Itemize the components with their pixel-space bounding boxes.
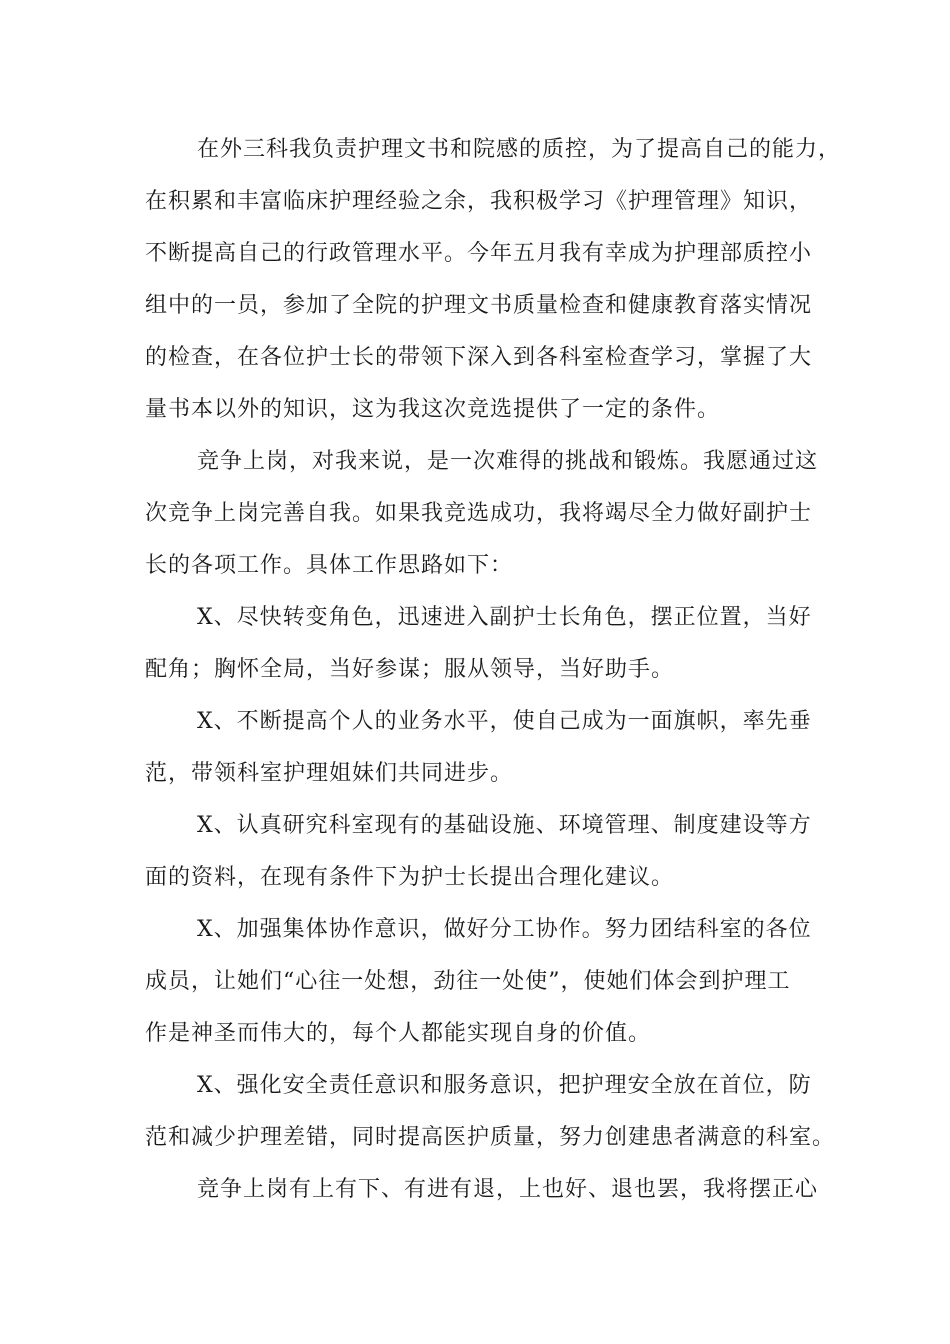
text-line: 的检查，在各位护士长的带领下深入到各科室检查学习，掌握了大 bbox=[145, 345, 813, 370]
paragraph bbox=[145, 908, 815, 1064]
text-line: 配角；胸怀全局，当好参谋；服从领导，当好助手。 bbox=[145, 657, 675, 682]
text-line: 竞争上岗，对我来说，是一次难得的挑战和锻炼。我愿通过这 bbox=[197, 449, 819, 474]
text-line: 组中的一员，参加了全院的护理文书质量检查和健康教育落实情况 bbox=[145, 293, 813, 318]
paragraph bbox=[145, 128, 842, 440]
text-line: X、认真研究科室现有的基础设施、环境管理、制度建设等方 bbox=[197, 813, 812, 838]
paragraph bbox=[145, 1064, 836, 1168]
text-line: 在外三科我负责护理文书和院感的质控，为了提高自己的能力， bbox=[197, 137, 842, 162]
text-line: 不断提高自己的行政管理水平。今年五月我有幸成为护理部质控小 bbox=[145, 241, 813, 266]
paragraph bbox=[145, 1168, 819, 1220]
text-line: 范和减少护理差错，同时提高医护质量，努力创建患者满意的科室。 bbox=[145, 1125, 836, 1150]
text-line: 在积累和丰富临床护理经验之余，我积极学习《护理管理》知识， bbox=[145, 189, 813, 214]
text-line: 成员，让她们“心往一处想，劲往一处使”，使她们体会到护理工 bbox=[145, 969, 791, 994]
text-line: 竞争上岗有上有下、有进有退，上也好、退也罢，我将摆正心 bbox=[197, 1177, 819, 1202]
document-body bbox=[145, 128, 842, 1220]
text-line: X、加强集体协作意识，做好分工协作。努力团结科室的各位 bbox=[197, 917, 812, 942]
text-line: 作是神圣而伟大的，每个人都能实现自身的价值。 bbox=[145, 1021, 652, 1046]
text-line: X、尽快转变角色，迅速进入副护士长角色，摆正位置，当好 bbox=[197, 605, 812, 630]
text-line: X、强化安全责任意识和服务意识，把护理安全放在首位，防 bbox=[197, 1073, 812, 1098]
text-line: X、不断提高个人的业务水平，使自己成为一面旗帜，率先垂 bbox=[197, 709, 812, 734]
text-line: 面的资料，在现有条件下为护士长提出合理化建议。 bbox=[145, 865, 675, 890]
text-line: 范，带领科室护理姐妹们共同进步。 bbox=[145, 761, 514, 786]
paragraph bbox=[145, 596, 815, 700]
text-line: 次竞争上岗完善自我。如果我竞选成功，我将竭尽全力做好副护士 bbox=[145, 501, 813, 526]
paragraph bbox=[145, 700, 815, 804]
paragraph bbox=[145, 440, 819, 596]
paragraph bbox=[145, 804, 815, 908]
text-line: 长的各项工作。具体工作思路如下： bbox=[145, 553, 514, 578]
text-line: 量书本以外的知识，这为我这次竞选提供了一定的条件。 bbox=[145, 397, 721, 422]
